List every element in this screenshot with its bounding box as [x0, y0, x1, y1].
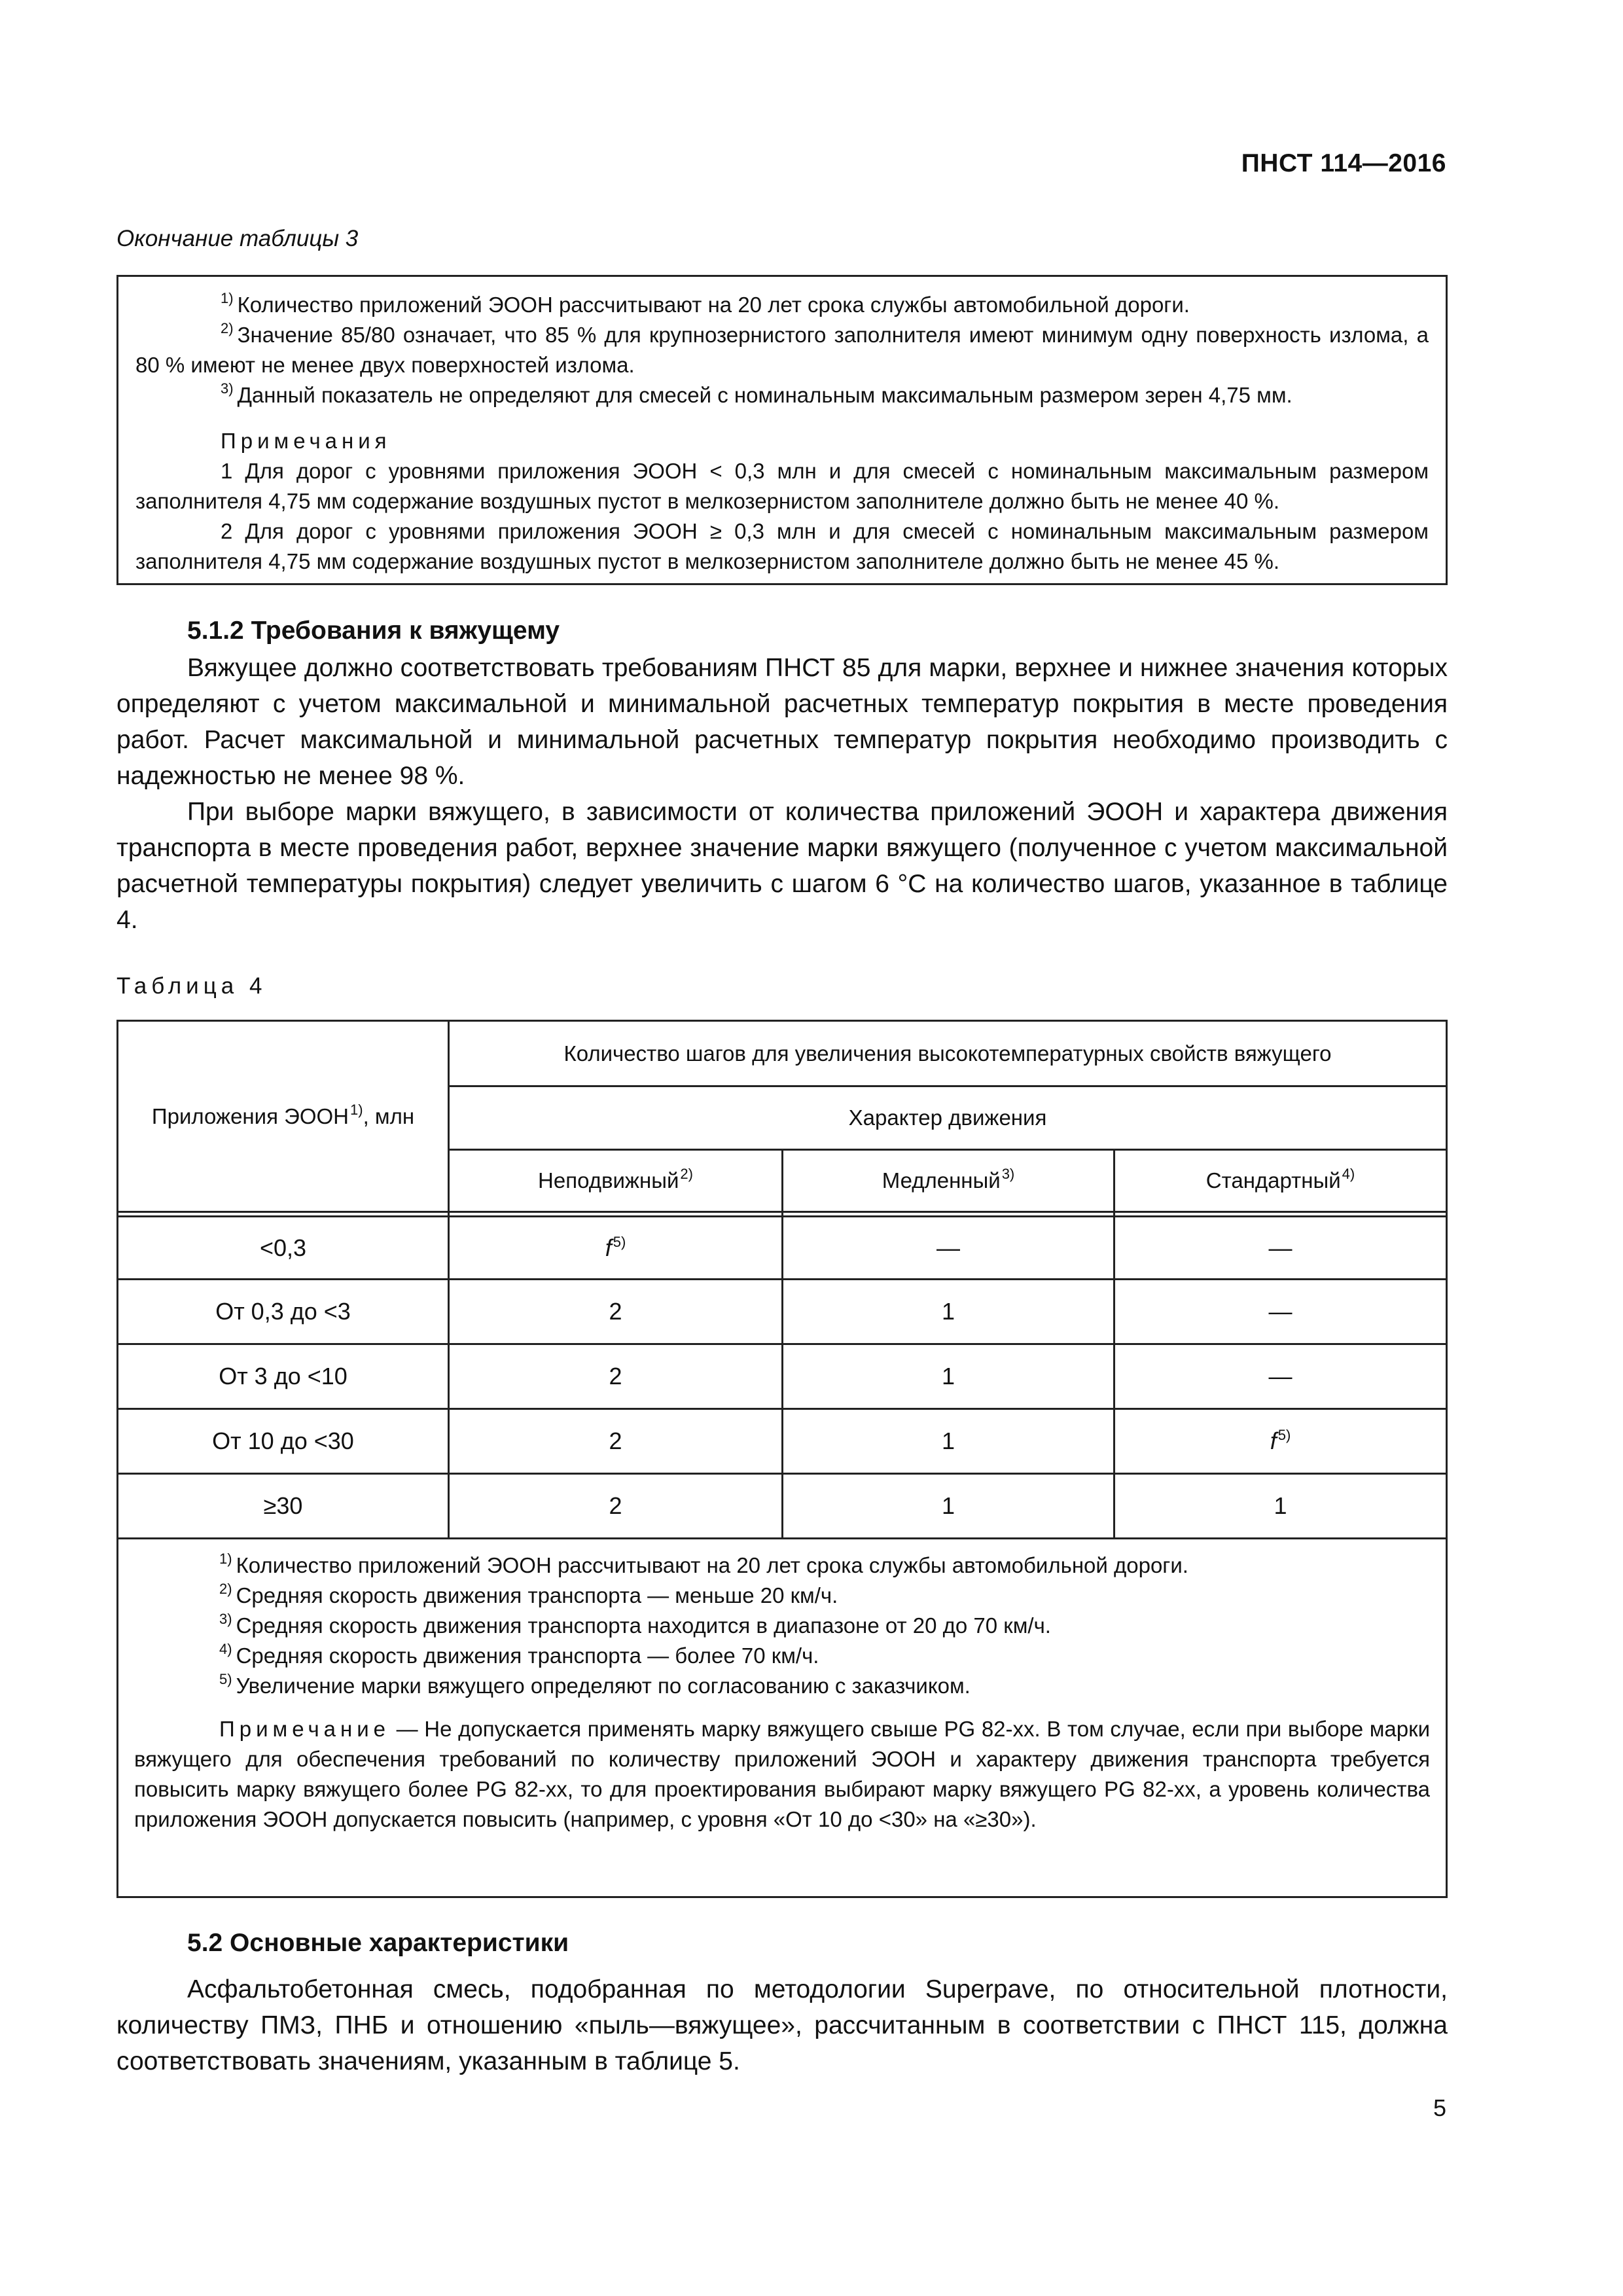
table-cell: 1: [1274, 1492, 1287, 1519]
note-item: 2 Для дорог с уровнями приложения ЭООН ≥ 0,3 млн и для смесей с номинальным максимальным размером заполнителя 4,75 мм содержание воздушных пустот в мелкозернистом заполнителе должно быть не менее 45 %.: [135, 519, 1429, 573]
paragraph: Асфальтобетонная смесь, подобранная по методологии Superpave, по относительной плотности, количеству ПМЗ, ПНБ и отношению «пыль—вяжущее», рассчитанным в соответствии с ПНСТ 115, должна соответствовать значениям, указанным в таблице 5.: [116, 1975, 1448, 2075]
table-label: Таблица 4: [116, 973, 267, 999]
header-steps: Количество шагов для увеличения высокотемпературных свойств вяжущего: [563, 1041, 1332, 1066]
paragraph: При выборе марки вяжущего, в зависимости от количества приложений ЭООН и характера движения транспорта в месте проведения работ, верхнее значение марки вяжущего (полученное с учетом максимальной расчетной температуры покрытия) следует увеличить с шагом 6 °С на количество шагов, указанное в таблице 4.: [116, 798, 1448, 934]
table-cell-range: От 0,3 до <3: [215, 1298, 351, 1325]
table-cell: $f^{5)}$: [1270, 1427, 1291, 1454]
footnote: $^{4)}$ Средняя скорость движения транспорта — более 70 км/ч.: [219, 1641, 819, 1668]
table3-footnotes-box: [116, 275, 1448, 585]
table-cell: 2: [609, 1492, 622, 1519]
table-cell-range: <0,3: [259, 1234, 307, 1261]
header-standard: Стандартный$^{4)}$: [1205, 1166, 1355, 1193]
document-id: ПНСТ 114—2016: [1241, 149, 1446, 177]
notes-title: Примечания: [221, 429, 391, 453]
table-cell: $f^{5)}$: [605, 1233, 626, 1261]
table-cell-range: От 3 до <10: [219, 1363, 348, 1390]
footnote: $^{2)}$ Значение 85/80 означает, что 85 % для крупнозернистого заполнителя имеют минимум одну поверхность излома, а 80 % имеют не менее двух поверхностей излома.: [135, 320, 1429, 377]
section-heading-5-2: 5.2 Основные характеристики: [187, 1929, 569, 1957]
section-heading-5-1-2: 5.1.2 Требования к вяжущему: [187, 617, 560, 645]
table-4: [116, 1020, 1448, 1898]
table-cell: —: [1268, 1298, 1293, 1325]
table4-footnotes: [134, 1551, 1430, 1835]
header-stationary: Неподвижный$^{2)}$: [538, 1166, 693, 1193]
table4-note: Примечание — Не допускается применять марку вяжущего свыше PG 82-хх. В том случае, если при выборе марки вяжущего для обеспечения требований по количеству приложений ЭООН и характеру движения транспорта требуется повысить марку вяжущего более PG 82-хх, то для проектирования выбирают марку вяжущего PG 82-хх, а уровень количества приложения ЭООН допускается повысить (например, с уровня «От 10 до <30» на «≥30»).: [134, 1717, 1430, 1831]
table-cell: 1: [941, 1427, 955, 1454]
paragraph: Вяжущее должно соответствовать требованиям ПНСТ 85 для марки, верхнее и нижнее значения которых определяют с учетом максимальной и минимальной расчетных температур покрытия в месте проведения работ. Расчет максимальной и минимальной расчетных температур покрытия необходимо производить с надежностью не менее 98 %.: [116, 654, 1448, 790]
table-cell-range: ≥30: [263, 1492, 303, 1519]
table-cell: 2: [609, 1298, 622, 1325]
table-cell: —: [1268, 1363, 1293, 1390]
table-cell-range: От 10 до <30: [212, 1427, 354, 1454]
footnote: $^{5)}$ Увеличение марки вяжущего определяют по согласованию с заказчиком.: [219, 1671, 971, 1698]
table-cell: 2: [609, 1427, 622, 1454]
footnote: $^{1)}$ Количество приложений ЭООН рассчитывают на 20 лет срока службы автомобильной дороги.: [219, 1551, 1188, 1577]
footnote: $^{3)}$ Средняя скорость движения транспорта находится в диапазоне от 20 до 70 км/ч.: [219, 1611, 1051, 1638]
page-number: 5: [1433, 2094, 1446, 2121]
footnote: $^{1)}$ Количество приложений ЭООН рассчитывают на 20 лет срока службы автомобильной дороги.: [221, 290, 1190, 317]
footnote: $^{3)}$ Данный показатель не определяют для смесей с номинальным максимальным размером зерен 4,75 мм.: [221, 380, 1293, 407]
table-cell: 1: [941, 1363, 955, 1390]
header-traffic-character: Характер движения: [848, 1105, 1047, 1130]
header-col-applications: Приложения ЭООН$^{1)}$, млн: [151, 1101, 415, 1128]
table-cell: 1: [941, 1298, 955, 1325]
table-continuation-caption: Окончание таблицы 3: [116, 226, 359, 251]
table-cell: 2: [609, 1363, 622, 1390]
footnote: $^{2)}$ Средняя скорость движения транспорта — меньше 20 км/ч.: [219, 1581, 838, 1607]
table-cell: —: [936, 1234, 960, 1261]
table-cell: 1: [941, 1492, 955, 1519]
header-slow: Медленный$^{3)}$: [882, 1166, 1015, 1193]
note-item: 1 Для дорог с уровнями приложения ЭООН < 0,3 млн и для смесей с номинальным максимальным размером заполнителя 4,75 мм содержание воздушных пустот в мелкозернистом заполнителе должно быть не менее 40 %.: [135, 459, 1429, 513]
table-cell: —: [1268, 1234, 1293, 1261]
